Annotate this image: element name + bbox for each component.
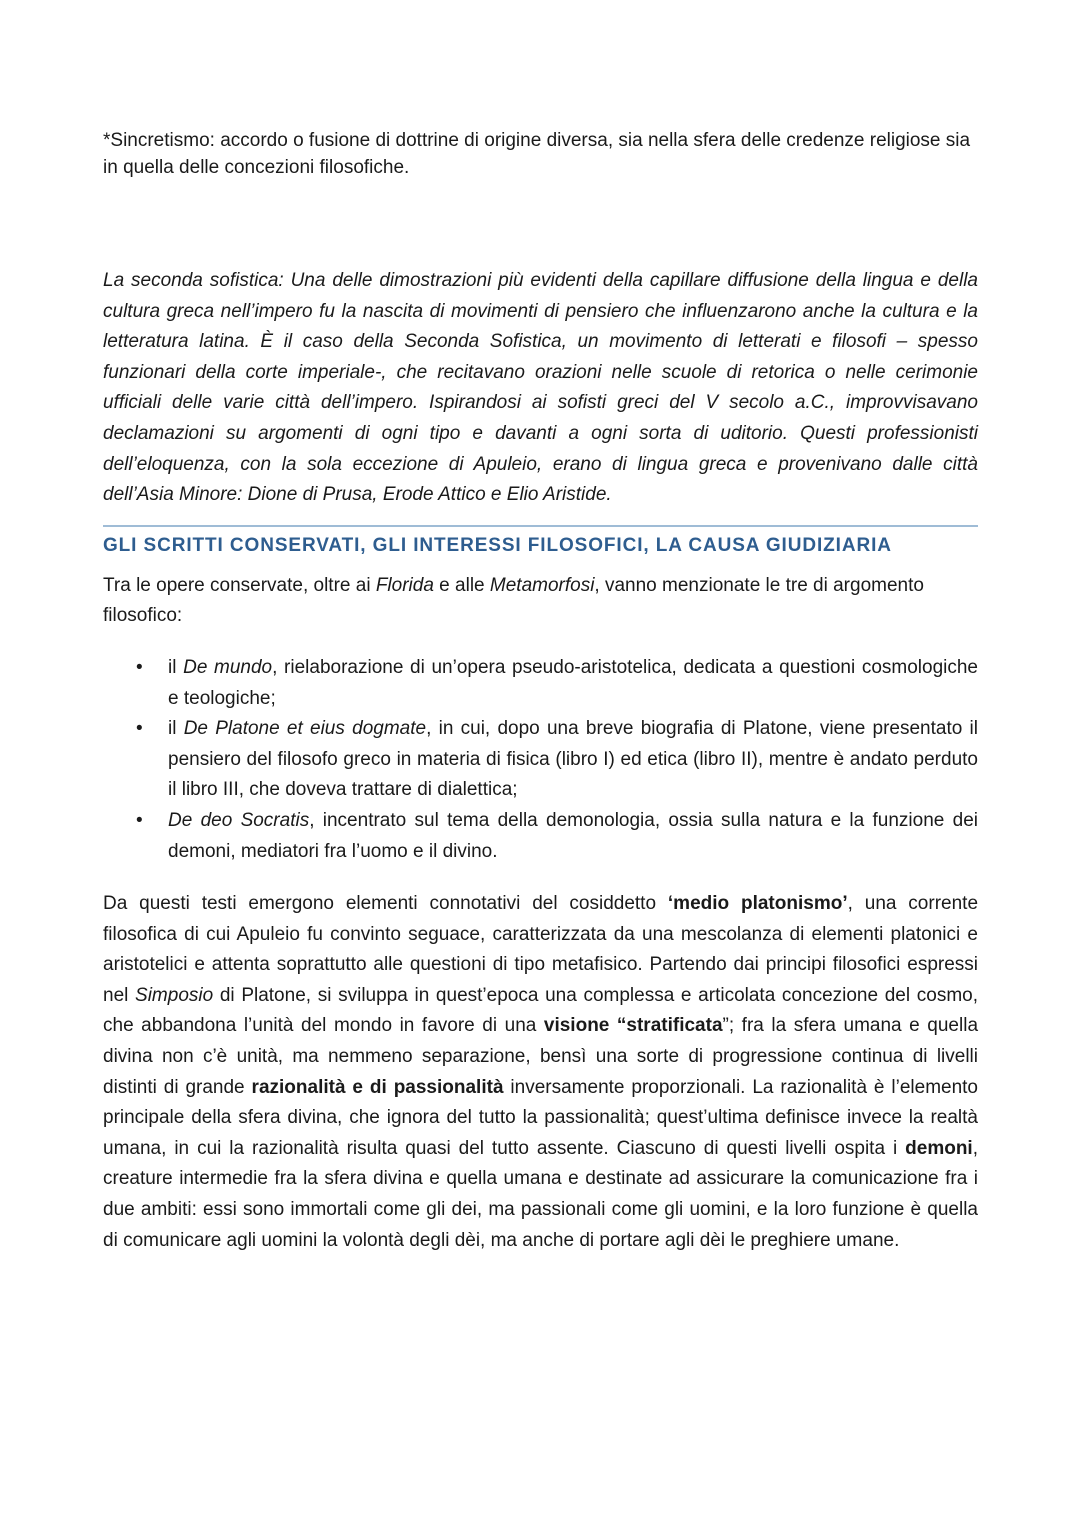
- item-prefix: il: [168, 718, 184, 740]
- list-item-de-mundo: [103, 653, 978, 714]
- title-de-deo-socratis: De deo Socratis: [168, 809, 310, 831]
- item-description: , incentrato sul tema della demonologia, ossia sulla natura e la funzione dei demoni, mediatori fra l’uomo e il divino.: [168, 809, 978, 862]
- title-florida: Florida: [375, 574, 434, 596]
- item-description: , in cui, dopo una breve biografia di Platone, viene presentato il pensiero del filosofo greco in materia di fisica (libro I) ed etica (libro II), mentre è andato perduto il libro III, che doveva trattare di dialettica;: [168, 718, 978, 801]
- term-visione-stratificata: visione “stratificata: [543, 1015, 723, 1037]
- bullet-icon: •: [136, 656, 143, 678]
- platonismo-text-1: Da questi testi emergono elementi connotativi del cosiddetto: [103, 893, 668, 915]
- term-demoni: demoni: [905, 1137, 973, 1159]
- document-page: [103, 127, 978, 1256]
- platonismo-text-2: , una corrente filosofica di cui Apuleio fu convinto seguace, caratterizzata da una mescolanza di elementi platonici e aristotelici e attenta soprattutto alle questioni di tipo metafisico. Partendo dai principi filosofici espressi nel: [103, 893, 979, 1006]
- heading-divider: [103, 525, 978, 527]
- paragraph-seconda-sofistica: La seconda sofistica: Una delle dimostrazioni più evidenti della capillare diffusione della lingua e della cultura greca nell’impero fu la nascita di movimenti di pensiero che influenzarono anche la cultura e la letteratura latina. È il caso della Seconda Sofistica, un movimento di letterati e filosofi – spesso funzionari della corte imperiale-, che recitavano orazioni nelle scuole di retorica o nelle cerimonie ufficiali delle varie città dell’impero. Ispirandosi ai sofisti greci del V secolo a.C., improvvisavano declamazioni su argomenti di ogni tipo e davanti a ogni sorta di uditorio. Questi professionisti dell’eloquenza, con la sola eccezione di Apuleio, erano di lingua greca e provenivano dalle città dell’Asia Minore: Dione di Prusa, Erode Attico e Elio Aristide.: [103, 270, 978, 506]
- list-item-de-platone: [103, 714, 978, 806]
- item-prefix: il: [168, 656, 184, 678]
- bullet-icon: •: [136, 809, 143, 831]
- term-medio-platonismo: ‘medio platonismo’: [667, 893, 848, 915]
- paragraph-medio-platonismo: [103, 889, 978, 1256]
- footnote-sincretismo: *Sincretismo: accordo o fusione di dottrine di origine diversa, sia nella sfera delle credenze religiose sia in quella delle concezioni filosofiche.: [103, 130, 971, 178]
- section-heading: GLI SCRITTI CONSERVATI, GLI INTERESSI FILOSOFICI, LA CAUSA GIUDIZIARIA: [103, 534, 892, 556]
- title-de-platone: De Platone et eius dogmate: [183, 718, 427, 740]
- intro-text-3: , vanno menzionate le tre di argomento filosofico:: [103, 574, 924, 627]
- platonismo-text-6: , creature intermedie fra la sfera divina e quella umana e destinate ad assicurare la comunicazione fra i due ambiti: essi sono immortali come gli dei, ma passionali come gli uomini, e la loro funzione è quella di comunicare agli uomini la volontà degli dèi, ma anche di portare agli dèi le preghiere umane.: [103, 1137, 978, 1251]
- intro-text-2: e alle: [433, 574, 490, 596]
- list-item-de-deo-socratis: [103, 806, 978, 867]
- intro-text-1: Tra le opere conservate, oltre ai: [103, 574, 376, 596]
- paragraph-intro: [103, 571, 978, 632]
- title-metamorfosi: Metamorfosi: [489, 574, 595, 596]
- title-de-mundo: De mundo: [183, 656, 273, 678]
- works-list: [103, 653, 978, 867]
- platonismo-text-4: ”; fra la sfera umana e quella divina non c’è unità, ma nemmeno separazione, bensì una sorte di progressione continua di livelli distinti di grande: [103, 1015, 979, 1098]
- bullet-icon: •: [136, 718, 143, 740]
- item-description: , rielaborazione di un’opera pseudo-aristotelica, dedicata a questioni cosmologiche e teologiche;: [168, 656, 978, 709]
- title-simposio: Simposio: [135, 984, 214, 1006]
- term-razionalita-passionalita: razionalità e di passionalità: [251, 1076, 504, 1098]
- platonismo-text-5: inversamente proporzionali. La razionalità è l’elemento principale della sfera divina, che ignora del tutto la passionalità; quest’ultima definisce invece la realtà umana, in cui la razionalità risulta quasi del tutto assente. Ciascuno di questi livelli ospita i: [103, 1076, 978, 1159]
- platonismo-text-3: di Platone, si sviluppa in quest’epoca una complessa e articolata concezione del cosmo, che abbandona l’unità del mondo in favore di una: [103, 984, 978, 1037]
